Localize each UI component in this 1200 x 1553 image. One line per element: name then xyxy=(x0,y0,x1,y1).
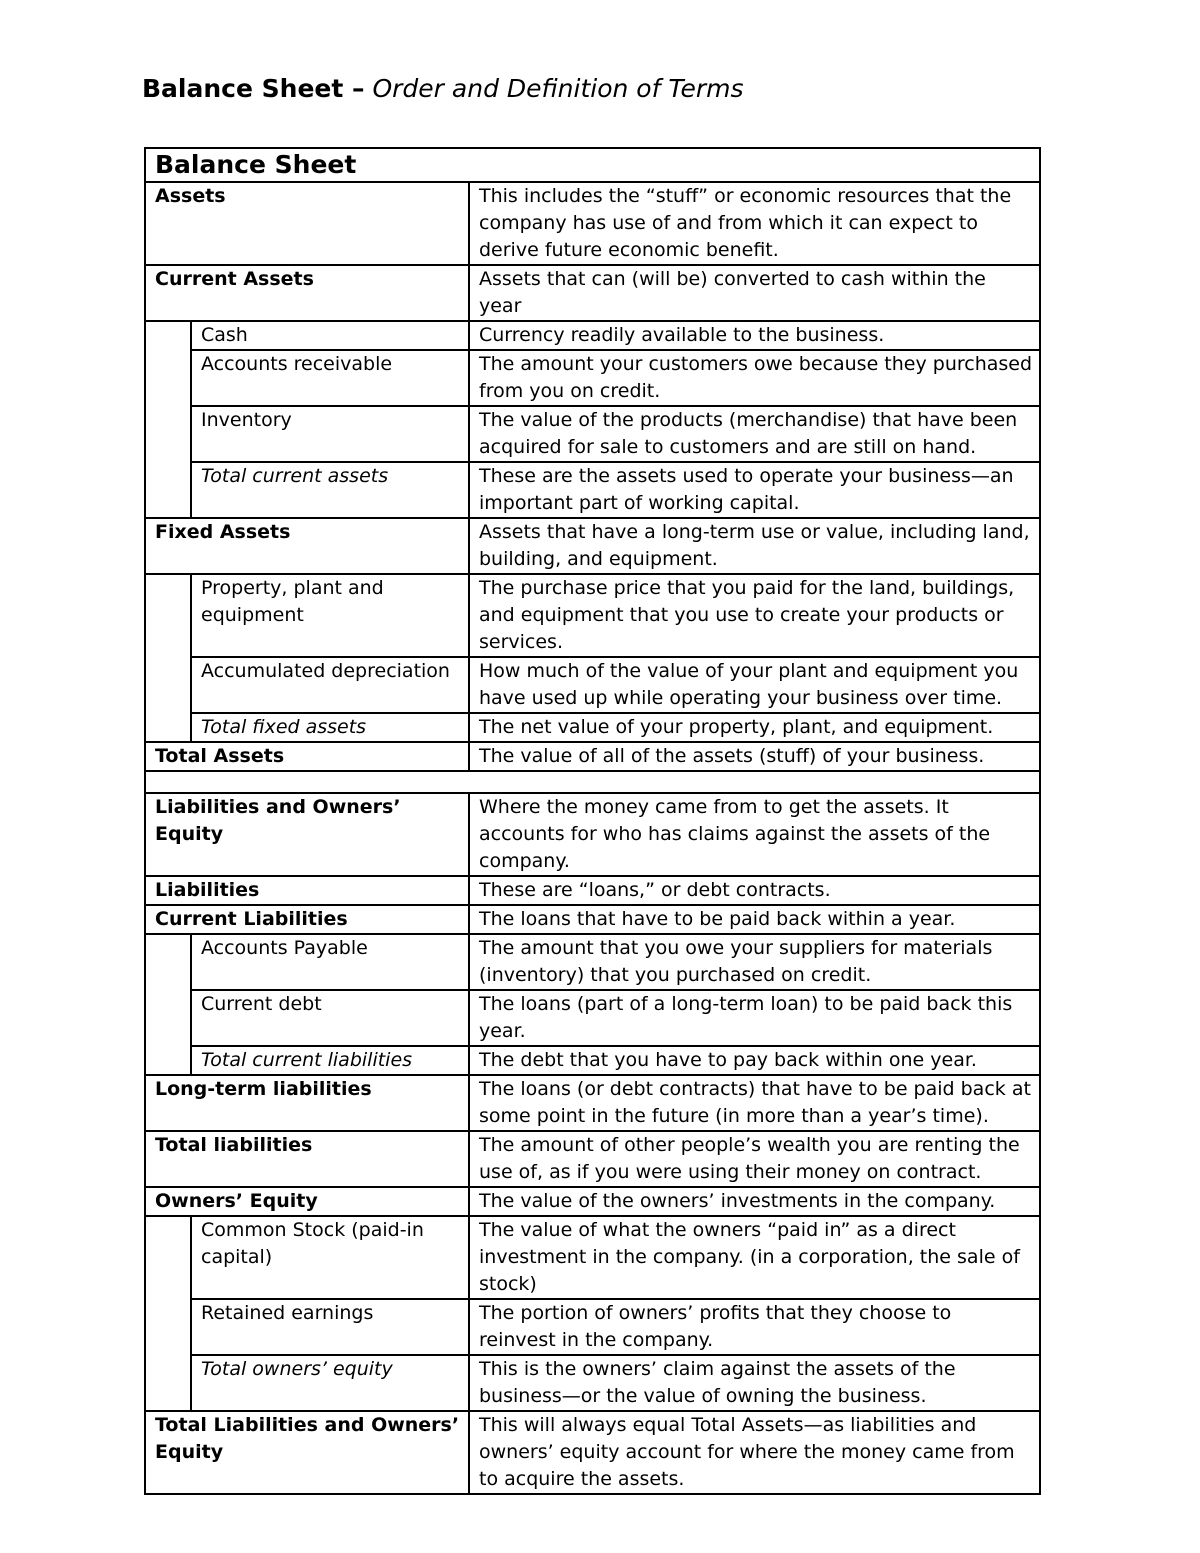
table-row xyxy=(145,713,1040,742)
table-heading-row xyxy=(145,148,1040,182)
section-term: Owners’ Equity xyxy=(145,1187,469,1216)
term-definition: Assets that can (will be) converted to cash within the year xyxy=(469,265,1040,321)
table-heading: Balance Sheet xyxy=(145,148,1040,182)
term-definition: The value of the products (merchandise) that have been acquired for sale to customers and are still on hand. xyxy=(469,406,1040,462)
table-row xyxy=(145,793,1040,876)
indent-gutter xyxy=(145,321,191,518)
section-term: Total liabilities xyxy=(145,1131,469,1187)
table-row xyxy=(145,1046,1040,1075)
section-term: Long-term liabilities xyxy=(145,1075,469,1131)
table-row xyxy=(145,1187,1040,1216)
indent-gutter xyxy=(145,934,191,1075)
table-row xyxy=(145,934,1040,990)
indent-gutter xyxy=(145,1216,191,1411)
term-definition: These are “loans,” or debt contracts. xyxy=(469,876,1040,905)
item-term: Current debt xyxy=(191,990,469,1046)
document-title-main: Balance Sheet – xyxy=(142,74,365,103)
term-definition: The amount that you owe your suppliers for materials (inventory) that you purchased on credit. xyxy=(469,934,1040,990)
subtotal-term: Total owners’ equity xyxy=(191,1355,469,1411)
table-row xyxy=(145,518,1040,574)
term-definition: The loans (or debt contracts) that have to be paid back at some point in the future (in more than a year’s time). xyxy=(469,1075,1040,1131)
section-term: Liabilities and Owners’ Equity xyxy=(145,793,469,876)
table-row xyxy=(145,1299,1040,1355)
table-row xyxy=(145,1216,1040,1299)
section-term: Current Assets xyxy=(145,265,469,321)
section-term: Current Liabilities xyxy=(145,905,469,934)
document-title-subtitle: Order and Definition of Terms xyxy=(372,74,744,103)
table-row xyxy=(145,265,1040,321)
item-term: Accounts Payable xyxy=(191,934,469,990)
balance-sheet-table xyxy=(144,147,1041,1495)
subtotal-term: Total current liabilities xyxy=(191,1046,469,1075)
term-definition: These are the assets used to operate your business—an important part of working capital. xyxy=(469,462,1040,518)
term-definition: The value of the owners’ investments in the company. xyxy=(469,1187,1040,1216)
term-definition: How much of the value of your plant and equipment you have used up while operating your business over time. xyxy=(469,657,1040,713)
term-definition: This will always equal Total Assets—as liabilities and owners’ equity account for where the money came from to acquire the assets. xyxy=(469,1411,1040,1494)
table-row xyxy=(145,657,1040,713)
term-definition: The value of what the owners “paid in” as a direct investment in the company. (in a corporation, the sale of stock) xyxy=(469,1216,1040,1299)
item-term: Property, plant and equipment xyxy=(191,574,469,657)
subtotal-term: Total current assets xyxy=(191,462,469,518)
table-row xyxy=(145,1355,1040,1411)
section-term: Liabilities xyxy=(145,876,469,905)
item-term: Retained earnings xyxy=(191,1299,469,1355)
spacer-row xyxy=(145,771,1040,793)
term-definition: The net value of your property, plant, and equipment. xyxy=(469,713,1040,742)
section-term: Assets xyxy=(145,182,469,265)
table-row xyxy=(145,462,1040,518)
table-row xyxy=(145,350,1040,406)
term-definition: Where the money came from to get the assets. It accounts for who has claims against the assets of the company. xyxy=(469,793,1040,876)
table-row xyxy=(145,905,1040,934)
table-row xyxy=(145,321,1040,350)
term-definition: The loans that have to be paid back within a year. xyxy=(469,905,1040,934)
section-term: Total Assets xyxy=(145,742,469,771)
document-title xyxy=(142,72,744,106)
table-row xyxy=(145,990,1040,1046)
section-term: Fixed Assets xyxy=(145,518,469,574)
subtotal-term: Total fixed assets xyxy=(191,713,469,742)
term-definition: The portion of owners’ profits that they choose to reinvest in the company. xyxy=(469,1299,1040,1355)
item-term: Accumulated depreciation xyxy=(191,657,469,713)
term-definition: The loans (part of a long-term loan) to be paid back this year. xyxy=(469,990,1040,1046)
table-row xyxy=(145,1075,1040,1131)
term-definition: The debt that you have to pay back within one year. xyxy=(469,1046,1040,1075)
term-definition: This includes the “stuff” or economic resources that the company has use of and from which it can expect to derive future economic benefit. xyxy=(469,182,1040,265)
spacer-cell xyxy=(145,771,1040,793)
term-definition: The amount of other people’s wealth you are renting the use of, as if you were using their money on contract. xyxy=(469,1131,1040,1187)
term-definition: The amount your customers owe because they purchased from you on credit. xyxy=(469,350,1040,406)
table-row xyxy=(145,182,1040,265)
table-row xyxy=(145,406,1040,462)
item-term: Cash xyxy=(191,321,469,350)
term-definition: This is the owners’ claim against the assets of the business—or the value of owning the business. xyxy=(469,1355,1040,1411)
item-term: Inventory xyxy=(191,406,469,462)
section-term: Total Liabilities and Owners’ Equity xyxy=(145,1411,469,1494)
table-row xyxy=(145,1411,1040,1494)
item-term: Accounts receivable xyxy=(191,350,469,406)
table-row xyxy=(145,1131,1040,1187)
item-term: Common Stock (paid-in capital) xyxy=(191,1216,469,1299)
indent-gutter xyxy=(145,574,191,742)
term-definition: The value of all of the assets (stuff) of your business. xyxy=(469,742,1040,771)
term-definition: The purchase price that you paid for the land, buildings, and equipment that you use to create your products or services. xyxy=(469,574,1040,657)
table-row xyxy=(145,876,1040,905)
term-definition: Currency readily available to the business. xyxy=(469,321,1040,350)
term-definition: Assets that have a long-term use or value, including land, building, and equipment. xyxy=(469,518,1040,574)
table-row xyxy=(145,742,1040,771)
table-row xyxy=(145,574,1040,657)
